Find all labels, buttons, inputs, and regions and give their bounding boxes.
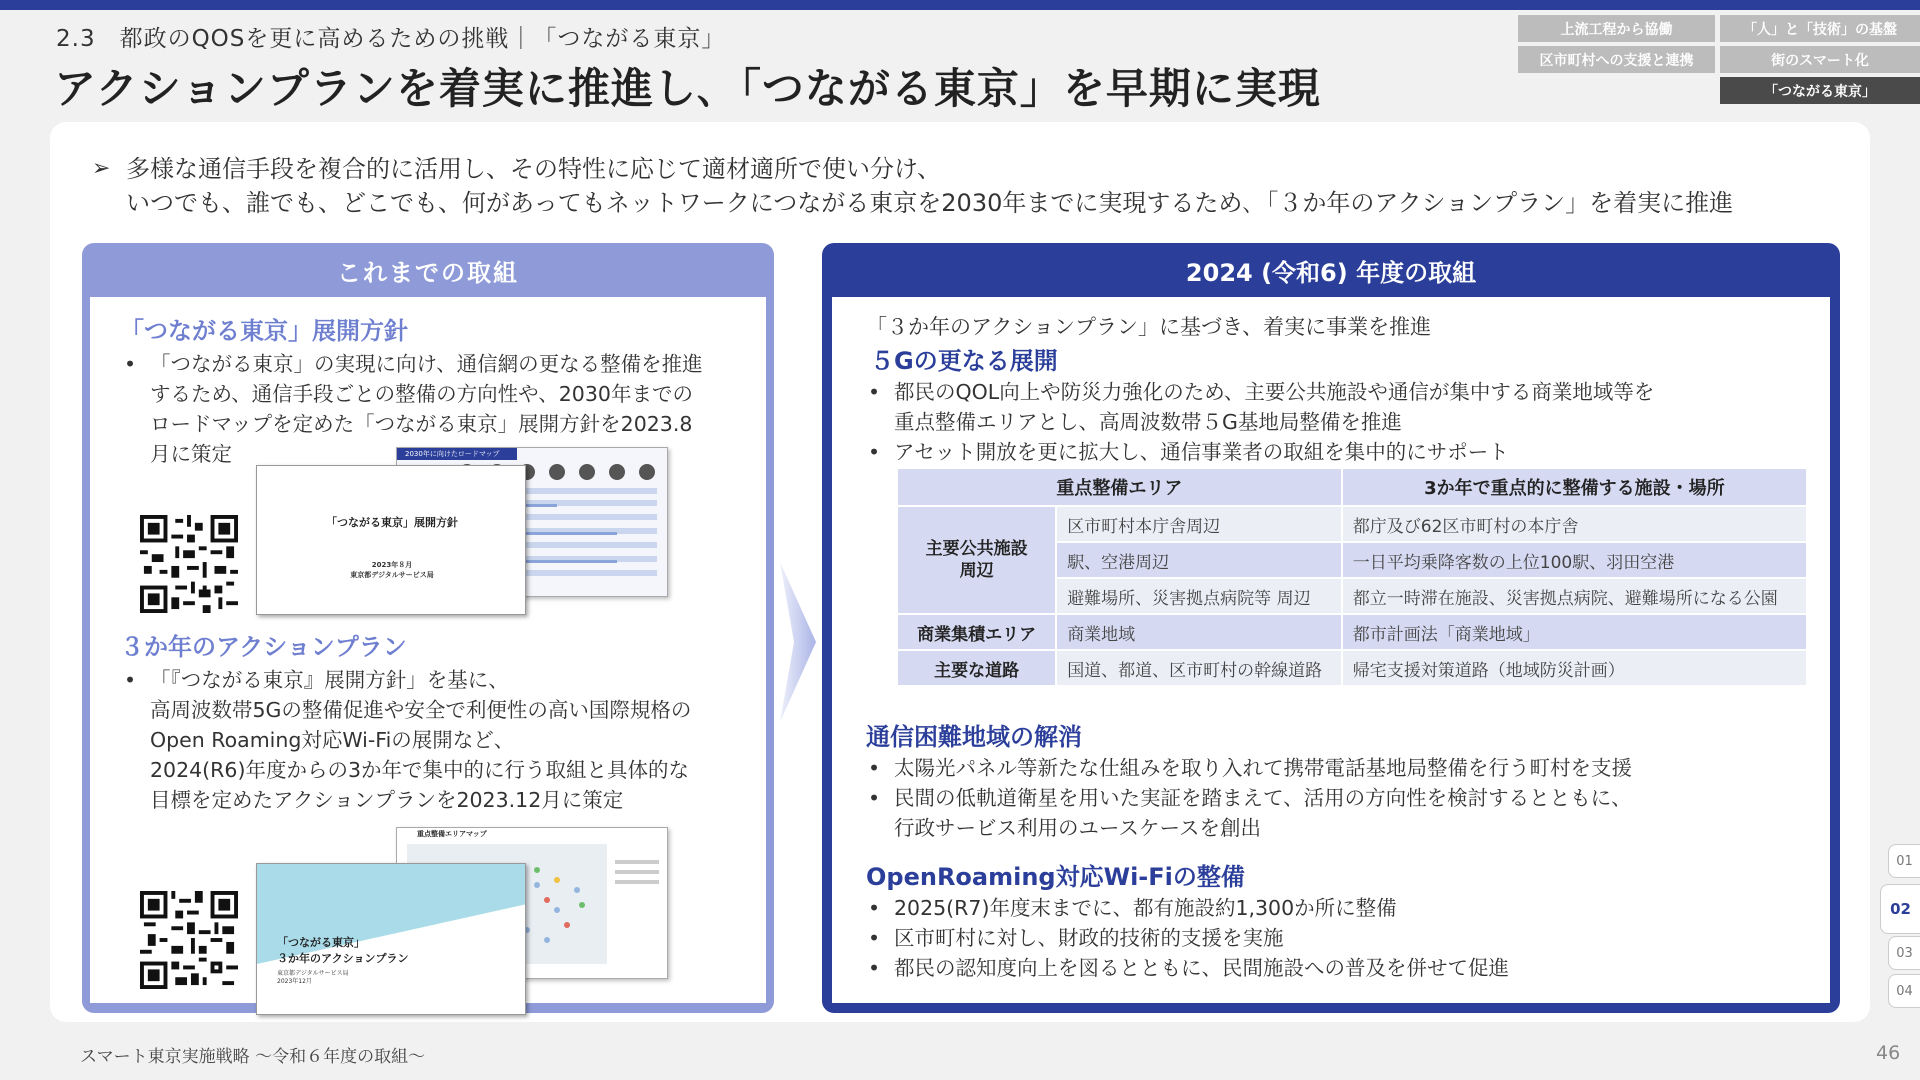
table-header-facility: 3か年で重点的に整備する施設・場所 (1342, 468, 1807, 506)
chevron-right-icon (780, 562, 816, 722)
action-plan-bullet: • 「『つながる東京』展開方針」を基に、 高周波数帯5Gの整備促進や安全で利便性の高い国際規格の Open Roaming対応Wi-Fiの展開など、 2024(R6)年度からの3か年で集中的に行う取組と具体的な 目標を定めたアクションプランを2023.12月に策定 (124, 665, 691, 815)
current-intro: 「３か年のアクションプラン」に基づき、着実に事業を推進 (866, 315, 1432, 339)
table-row: 駅、空港周辺 一日平均乗降客数の上位100駅、羽田空港 (897, 542, 1807, 578)
top-accent-bar (0, 0, 1920, 10)
policy-bullet: • 「つながる東京」の実現に向け、通信網の更なる整備を推進 するため、通信手段ごとの整備の方向性や、2030年までの ロードマップを定めた「つながる東京」展開方針を2023.8 月に策定 (124, 349, 703, 469)
page-tab-03[interactable]: 03 (1888, 936, 1920, 970)
qr-code-action-plan-icon[interactable] (140, 891, 238, 989)
wifi-bullet-1: • 2025(R7)年度末までに、都有施設約1,300か所に整備 (868, 893, 1397, 923)
coverage-bullet-2: • 民間の低軌道衛星を用いた実証を踏まえて、活用の方向性を検討するとともに、 行政サービス利用のユースケースを創出 (868, 783, 1632, 843)
nav-tag-tsunagaru-tokyo[interactable]: 「つながる東京」 (1720, 77, 1920, 104)
priority-area-map-thumbnail[interactable]: 重点整備エリアマップ (396, 827, 668, 979)
table-cat-roads: 主要な道路 (897, 650, 1056, 686)
bullet-dot-icon: • (868, 956, 881, 980)
current-initiatives-panel (822, 243, 1840, 1013)
wifi-heading: OpenRoaming対応Wi-Fiの整備 (866, 863, 1245, 891)
wifi-bullet-3: • 都民の認知度向上を図るとともに、民間施設への普及を併せて促進 (868, 953, 1509, 983)
bullet-dot-icon: • (868, 786, 881, 810)
table-header-area: 重点整備エリア (897, 468, 1342, 506)
wifi-bullet-2: • 区市町村に対し、財政的技術的支援を実施 (868, 923, 1284, 953)
bullet-dot-icon: • (868, 380, 881, 404)
past-initiatives-body (90, 297, 766, 1003)
page-tab-01[interactable]: 01 (1888, 844, 1920, 878)
coverage-heading: 通信困難地域の解消 (866, 723, 1082, 751)
nav-tag-people-tech[interactable]: 「人」と「技術」の基盤 (1720, 15, 1920, 42)
bullet-dot-icon: • (124, 668, 137, 692)
page-number: 46 (1876, 1042, 1901, 1064)
coverage-bullet-1: • 太陽光パネル等新たな仕組みを取り入れて携帯電話基地局整備を行う町村を支援 (868, 753, 1632, 783)
bullet-dot-icon: • (868, 896, 881, 920)
bullet-dot-icon: • (868, 926, 881, 950)
policy-document-cover[interactable]: 「つながる東京」展開方針 2023年８月 東京都デジタルサービス局 (256, 465, 526, 615)
nav-tag-upstream[interactable]: 上流工程から協働 (1518, 15, 1715, 42)
footer-text: スマート東京実施戦略 ～令和６年度の取組～ (80, 1047, 426, 1067)
table-row: 避難場所、災害拠点病院等 周辺 都立一時滞在施設、災害拠点病院、避難場所になる公園 (897, 578, 1807, 614)
lead-line-2: いつでも、誰でも、どこでも、何があってもネットワークにつながる東京を2030年までに実現するため､「３か年のアクションプラン」を着実に推進 (126, 189, 1734, 217)
priority-area-table (896, 467, 1808, 687)
5g-bullet-1: • 都民のQOL向上や防災力強化のため、主要公共施設や通信が集中する商業地域等を 重点整備エリアとし、高周波数帯５G基地局整備を推進 (868, 377, 1654, 437)
qr-code-policy-icon[interactable] (140, 515, 238, 613)
section-label: 2.3 都政のQOSを更に高めるための挑戦｜「つながる東京」 (56, 26, 726, 52)
lead-line-1: 多様な通信手段を複合的に活用し、その特性に応じて適材適所で使い分け、 (126, 155, 942, 183)
roadmap-thumbnail[interactable]: 2030年に向けたロードマップ (396, 447, 668, 597)
current-initiatives-title: 2024 (令和6) 年度の取組 (1185, 258, 1477, 287)
bullet-dot-icon: • (124, 352, 137, 376)
action-plan-document-cover[interactable]: 「つながる東京」 ３か年のアクションプラン 東京都デジタルサービス局 2023年12月 (256, 863, 526, 1015)
table-cat-commercial: 商業集積エリア (897, 614, 1056, 650)
table-cat-public-facilities: 主要公共施設 周辺 (897, 506, 1056, 614)
action-plan-heading: ３か年のアクションプラン (120, 633, 407, 661)
table-row: 主要な道路 国道、都道、区市町村の幹線道路 帰宅支援対策道路（地域防災計画） (897, 650, 1807, 686)
table-row: 商業集積エリア 商業地域 都市計画法「商業地域」 (897, 614, 1807, 650)
page-tab-02[interactable]: 02 (1880, 884, 1920, 934)
past-initiatives-panel (82, 243, 774, 1013)
content-card (50, 122, 1870, 1022)
current-initiatives-body (832, 297, 1830, 1003)
bullet-dot-icon: • (868, 440, 881, 464)
nav-tag-smart-city[interactable]: 街のスマート化 (1720, 46, 1920, 73)
page-title: アクションプランを着実に推進し､「つながる東京」を早期に実現 (54, 64, 1321, 113)
arrow-bullet-icon: ➢ (92, 156, 111, 181)
5g-heading: ５Gの更なる展開 (870, 347, 1058, 375)
past-initiatives-title: これまでの取組 (337, 258, 519, 287)
5g-bullet-2: • アセット開放を更に拡大し、通信事業者の取組を集中的にサポート (868, 437, 1509, 467)
nav-tag-municipal-support[interactable]: 区市町村への支援と連携 (1518, 46, 1715, 73)
lead-text (94, 152, 1733, 220)
page-tab-04[interactable]: 04 (1888, 974, 1920, 1008)
table-row: 主要公共施設 周辺 区市町村本庁舎周辺 都庁及び62区市町村の本庁舎 (897, 506, 1807, 542)
bullet-dot-icon: • (868, 756, 881, 780)
policy-heading: 「つながる東京」展開方針 (120, 317, 408, 345)
